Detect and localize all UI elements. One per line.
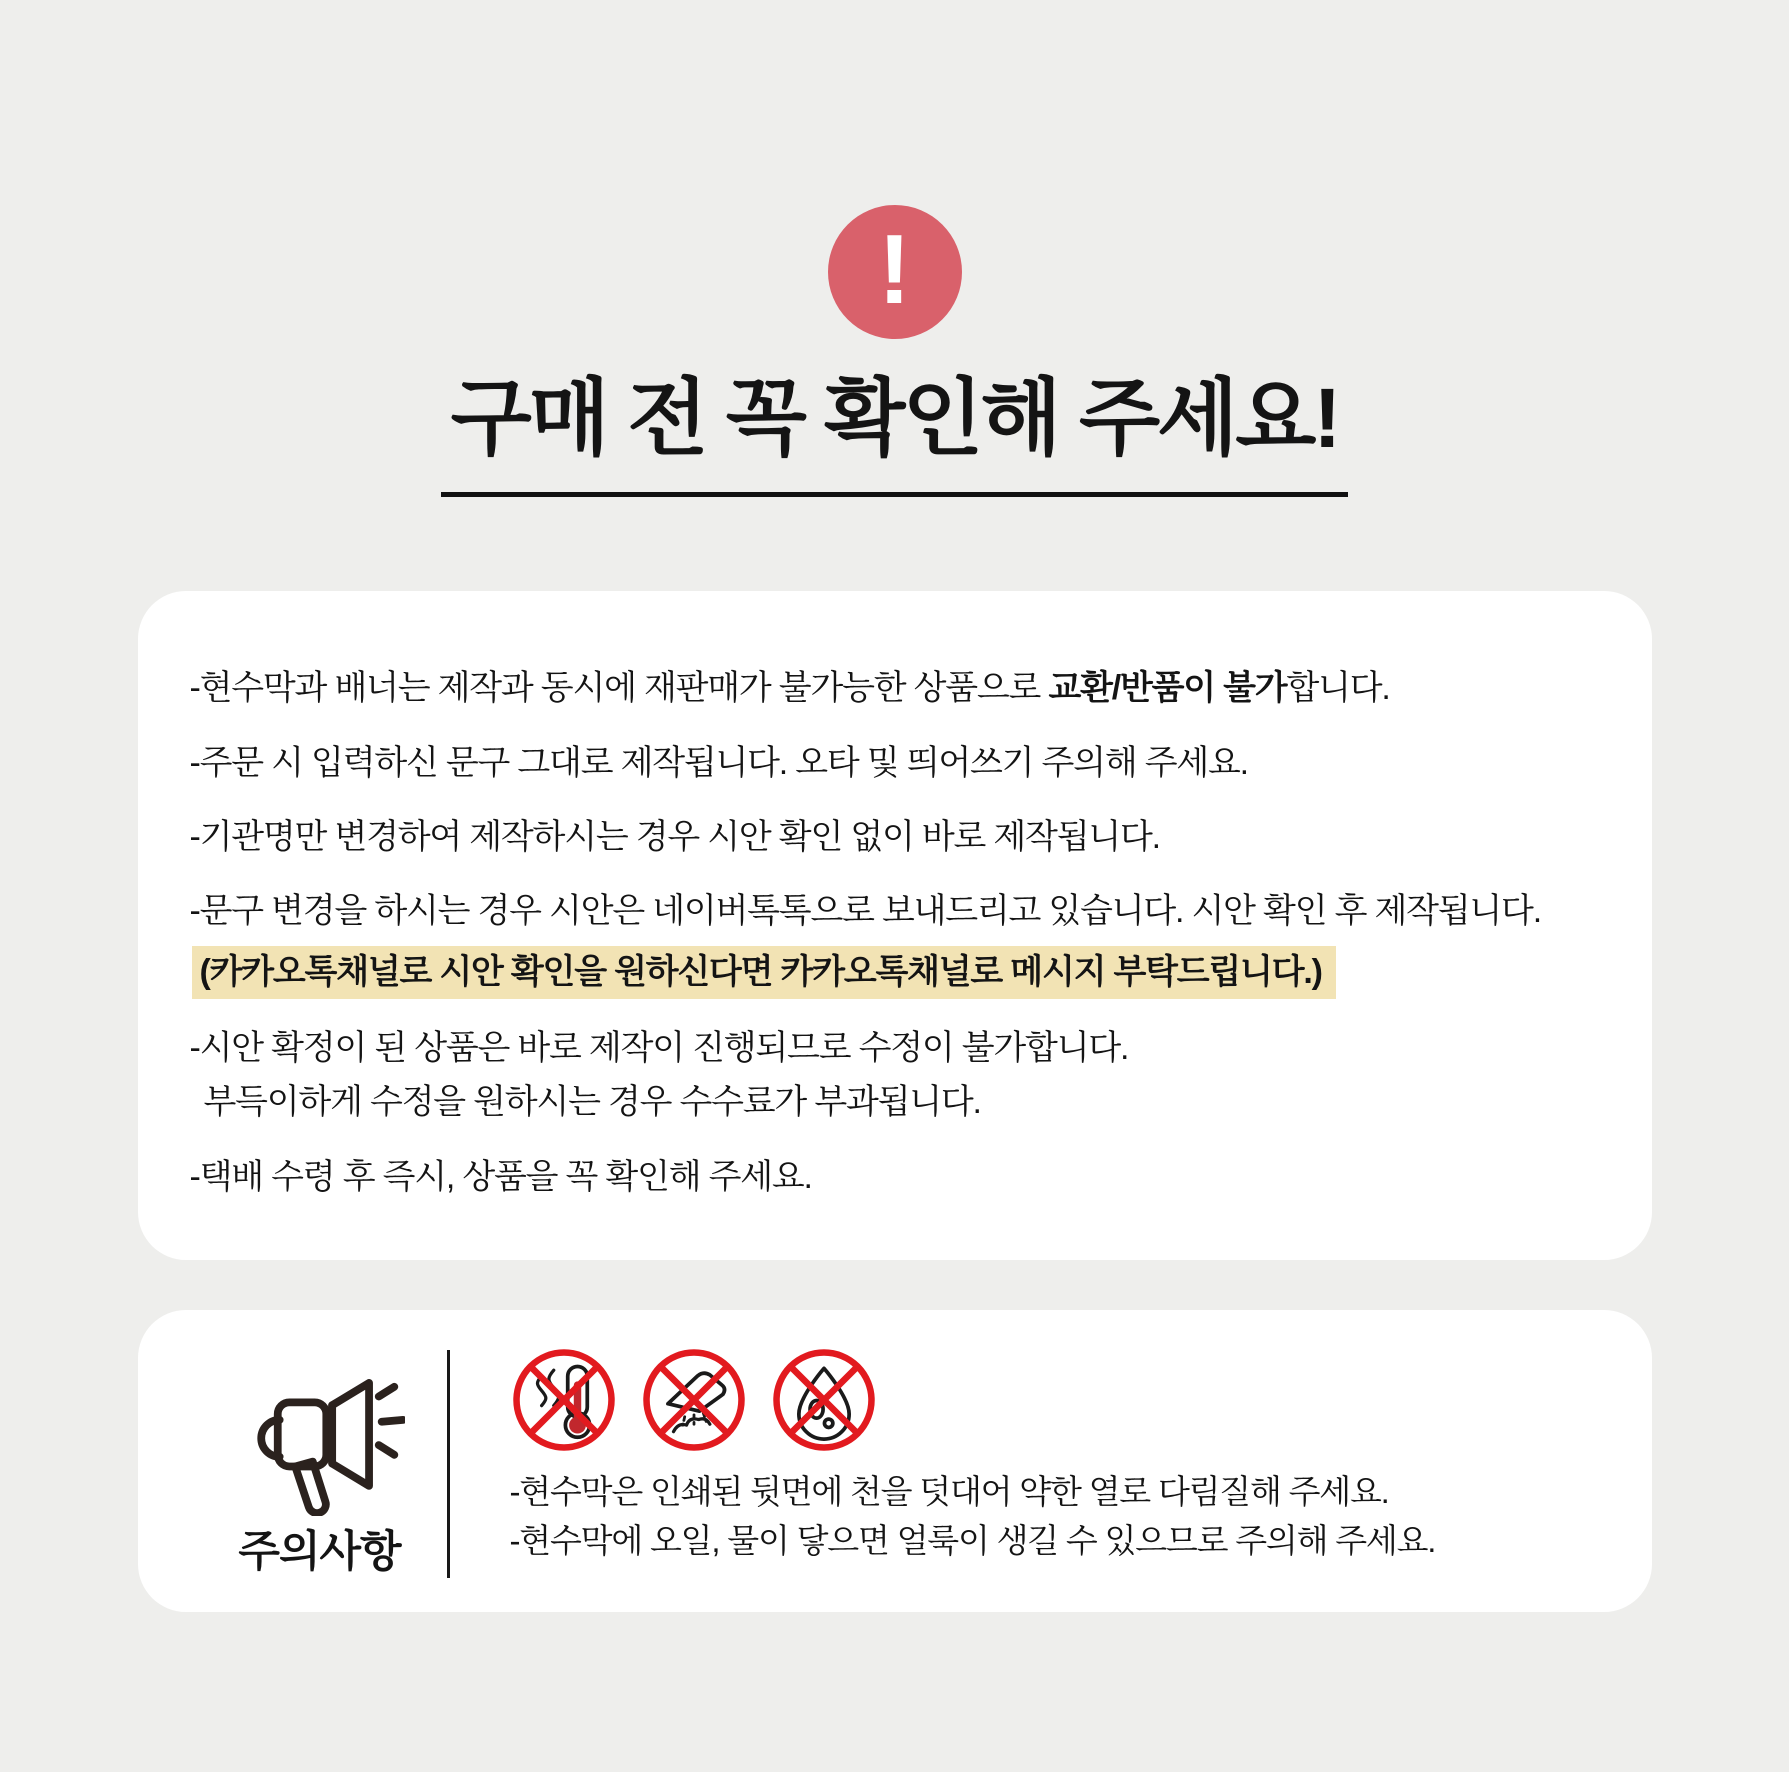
exclamation-mark: ! bbox=[878, 214, 911, 324]
notice-line-1-post: 합니다. bbox=[1286, 669, 1390, 707]
caution-text-block bbox=[509, 1472, 1597, 1560]
caution-card bbox=[138, 1310, 1652, 1612]
page-title: 구매 전 꼭 확인해 주세요! bbox=[441, 351, 1349, 497]
no-heat-thermometer-icon bbox=[510, 1346, 618, 1459]
notice-line-5-highlighted: (카카오톡채널로 시안 확인을 원하신다면 카카오톡채널로 메시지 부탁드립니다.) bbox=[192, 946, 1336, 1000]
caution-left-column bbox=[193, 1346, 447, 1582]
notice-line-6: -시안 확정이 된 상품은 바로 제작이 진행되므로 수정이 불가합니다. bbox=[189, 1029, 1129, 1068]
notice-line-5-wrap bbox=[190, 946, 1600, 1000]
notice-line-4: -문구 변경을 하시는 경우 시안은 네이버톡톡으로 보내드리고 있습니다. 시안 확인 후 제작됩니다. bbox=[189, 892, 1541, 931]
notice-line-1-pre: -현수막과 배너는 제작과 동시에 재판매가 불가능한 상품으로 bbox=[189, 669, 1049, 707]
header bbox=[0, 0, 1789, 497]
prohibition-icons-row bbox=[510, 1346, 1597, 1459]
notice-line-7: 부득이하게 수정을 원하시는 경우 수수료가 부과됩니다. bbox=[203, 1083, 981, 1122]
notice-line-8: -택배 수령 후 즉시, 상품을 꼭 확인해 주세요. bbox=[189, 1157, 812, 1196]
no-liquid-drop-icon bbox=[770, 1346, 878, 1459]
notice-line-2: -주문 시 입력하신 문구 그대로 제작됩니다. 오타 및 띄어쓰기 주의해 주세요. bbox=[189, 743, 1248, 782]
caution-line-2: -현수막에 오일, 물이 닿으면 얼룩이 생길 수 있으므로 주의해 주세요. bbox=[509, 1522, 1436, 1560]
exclamation-circle-icon bbox=[828, 205, 962, 339]
notice-line-1-bold: 교환/반품이 불가 bbox=[1048, 669, 1287, 707]
purchase-notice-card bbox=[138, 591, 1652, 1260]
caution-right-column bbox=[450, 1346, 1597, 1582]
megaphone-icon bbox=[235, 1346, 405, 1516]
no-steam-iron-icon bbox=[640, 1346, 748, 1459]
caution-label: 주의사항 bbox=[238, 1527, 401, 1576]
notice-line-3: -기관명만 변경하여 제작하시는 경우 시안 확인 없이 바로 제작됩니다. bbox=[189, 818, 1160, 857]
notice-line-1 bbox=[190, 671, 1600, 707]
caution-line-1: -현수막은 인쇄된 뒷면에 천을 덧대어 약한 열로 다림질해 주세요. bbox=[509, 1472, 1389, 1510]
